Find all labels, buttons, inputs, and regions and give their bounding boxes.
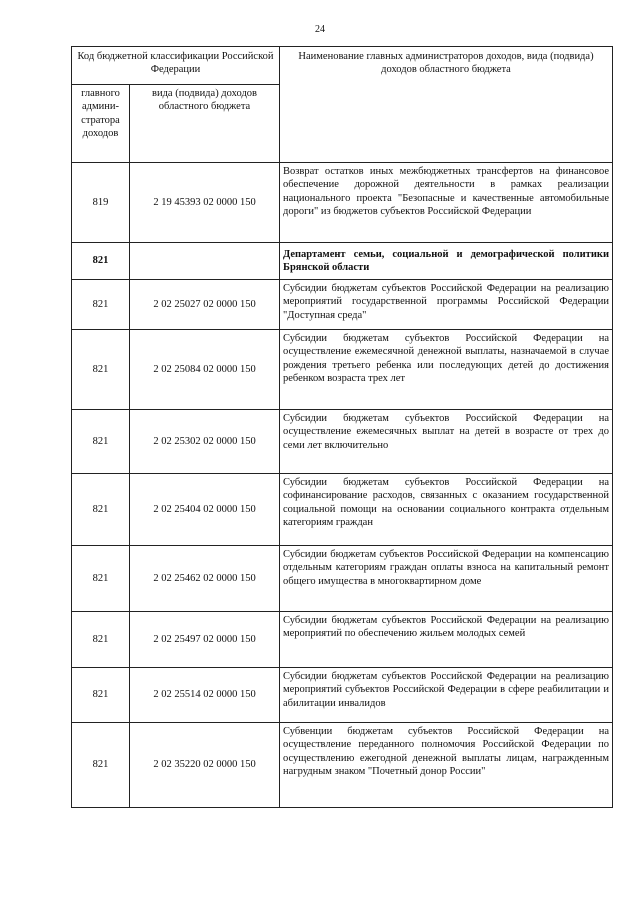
table-header-row [72, 47, 613, 85]
admin-code-cell: 821 [72, 723, 130, 808]
table-row [72, 723, 613, 808]
admin-code-cell: 821 [72, 410, 130, 474]
description-cell: Субвенции бюджетам субъектов Российской Федерации на осуществление переданного полномочия Российской Федерации по осуществлению ежегодной денежной выплаты лицам, награжденным нагрудным знаком "Почетный донор России" [280, 723, 613, 808]
description-cell: Субсидии бюджетам субъектов Российской Федерации на реализацию мероприятий государственной программы Российской Федерации "Доступная среда" [280, 280, 613, 330]
header-classification-code: Код бюджетной классификации Российской Федерации [72, 47, 280, 85]
admin-code-cell: 821 [72, 474, 130, 546]
income-code-cell: 2 02 25302 02 0000 150 [130, 410, 280, 474]
table-row [72, 330, 613, 410]
table-row [72, 668, 613, 723]
income-code-cell: 2 02 25497 02 0000 150 [130, 612, 280, 668]
income-code-cell: 2 02 25462 02 0000 150 [130, 546, 280, 612]
table-row [72, 546, 613, 612]
admin-code-cell: 821 [72, 243, 130, 280]
description-cell: Субсидии бюджетам субъектов Российской Федерации на осуществление ежемесячной денежной выплаты, назначаемой в случае рождения третьего ребенка или последующих детей до достижения ребенком возраста трех лет [280, 330, 613, 410]
description-cell: Субсидии бюджетам субъектов Российской Федерации на компенсацию отдельным категориям граждан оплаты взноса на капитальный ремонт общего имущества в многоквартирном доме [280, 546, 613, 612]
income-code-cell: 2 02 25027 02 0000 150 [130, 280, 280, 330]
income-code-cell: 2 02 25404 02 0000 150 [130, 474, 280, 546]
description-cell: Субсидии бюджетам субъектов Российской Федерации на реализацию мероприятий субъектов Российской Федерации в сфере реабилитации и абилитации инвалидов [280, 668, 613, 723]
table-row [72, 163, 613, 243]
admin-code-cell: 821 [72, 612, 130, 668]
admin-code-cell: 821 [72, 330, 130, 410]
table-row [72, 280, 613, 330]
admin-code-cell: 819 [72, 163, 130, 243]
page-number: 24 [315, 24, 325, 35]
table-row [72, 612, 613, 668]
description-cell: Субсидии бюджетам субъектов Российской Федерации на софинансирование расходов, связанных с оказанием государственной социальной помощи на основании социального контракта отдельным категориям граждан [280, 474, 613, 546]
admin-code-cell: 821 [72, 546, 130, 612]
income-code-cell: 2 02 25514 02 0000 150 [130, 668, 280, 723]
department-name-cell: Департамент семьи, социальной и демографической политики Брянской области [280, 243, 613, 280]
header-administrators-name: Наименование главных администраторов доходов, вида (подвида) доходов областного бюджета [280, 47, 613, 163]
budget-classification-table [71, 46, 613, 808]
department-row [72, 243, 613, 280]
header-main-administrator: главного админи-стратора доходов [72, 85, 130, 163]
admin-code-cell: 821 [72, 668, 130, 723]
income-code-cell: 2 19 45393 02 0000 150 [130, 163, 280, 243]
description-cell: Субсидии бюджетам субъектов Российской Федерации на осуществление ежемесячных выплат на детей в возрасте от трех до семи лет включительно [280, 410, 613, 474]
income-code-cell [130, 243, 280, 280]
header-income-type: вида (подвида) доходов областного бюджета [130, 85, 280, 163]
description-cell: Возврат остатков иных межбюджетных трансфертов на финансовое обеспечение дорожной деятельности в рамках реализации национального проекта "Безопасные и качественные автомобильные дороги" из бюджетов субъектов Российской Федерации [280, 163, 613, 243]
admin-code-cell: 821 [72, 280, 130, 330]
description-cell: Субсидии бюджетам субъектов Российской Федерации на реализацию мероприятий по обеспечению жильем молодых семей [280, 612, 613, 668]
table-row [72, 474, 613, 546]
income-code-cell: 2 02 35220 02 0000 150 [130, 723, 280, 808]
table-row [72, 410, 613, 474]
income-code-cell: 2 02 25084 02 0000 150 [130, 330, 280, 410]
